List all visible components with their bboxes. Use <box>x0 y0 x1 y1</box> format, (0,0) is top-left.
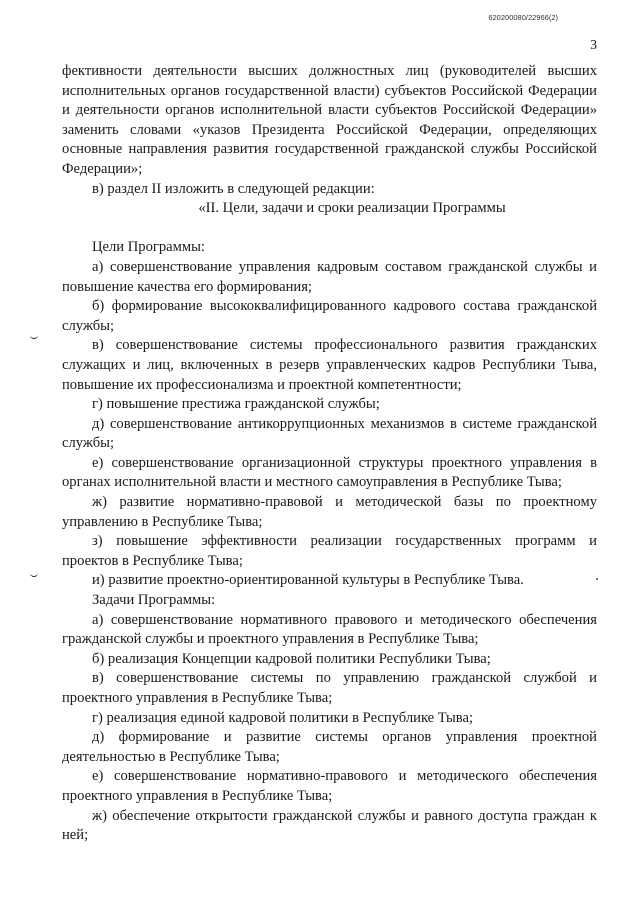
goal-item: г) повышение престижа гражданской службы; <box>92 396 380 413</box>
paragraph-amendment-item: в) раздел II изложить в следующей редакции: <box>92 180 375 197</box>
scan-dot <box>596 578 598 580</box>
blank-line <box>62 219 597 239</box>
goal-item: а) совершенствование управления кадровым составом гражданской службы и повышение качества его формирования; <box>62 258 597 295</box>
task-item: ж) обеспечение открытости гражданской службы и равного доступа граждан к ней; <box>62 807 597 844</box>
scan-mark <box>30 572 38 577</box>
goal-item: б) формирование высококвалифицированного кадрового состава гражданской службы; <box>62 298 597 334</box>
goal-item: е) совершенствование организационной структуры проектного управления в органах исполнительной власти и местного самоуправления в Республике Тыва; <box>62 454 597 491</box>
document-id: 620200080/22966(2) <box>488 13 558 22</box>
paragraph-continuation: фективности деятельности высших должностных лиц (руководителей высших исполнительных органов государственной власти) субъектов Российской Федерации и деятельности органов исполнительной власти субъектов Российской Федерации» заменить словами «указов Президента Российской Федерации, определяющих основные направления развития государственной гражданской службы Российской Федерации»; <box>62 63 597 177</box>
task-item: е) совершенствование нормативно-правового и методического обеспечения проектного управления в Республике Тыва; <box>62 768 597 804</box>
goal-item: в) совершенствование системы профессионального развития гражданских служащих и лиц, включенных в резерв управленческих кадров Республики Тыва, повышение их профессионализма и проектной компетентности; <box>62 337 597 393</box>
page-number: 3 <box>590 37 597 52</box>
task-item: а) совершенствование нормативного правового и методического обеспечения гражданской службы и проектного управления в Республике Тыва; <box>62 611 597 648</box>
task-item: д) формирование и развитие системы органов управления проектной деятельностью в Республике Тыва; <box>62 729 597 765</box>
goals-heading: Цели Программы: <box>92 239 205 256</box>
section-heading: «II. Цели, задачи и сроки реализации Программы <box>198 200 506 217</box>
tasks-heading: Задачи Программы: <box>92 592 216 609</box>
task-item: г) реализация единой кадровой политики в Республике Тыва; <box>92 709 474 726</box>
goal-item: д) совершенствование антикоррупционных механизмов в системе гражданской службы; <box>62 415 597 452</box>
goal-item: ж) развитие нормативно-правовой и методической базы по проектному управлению в Республике Тыва; <box>62 494 597 530</box>
task-item: в) совершенствование системы по управлению гражданской службой и проектного управления в Республике Тыва; <box>62 670 597 706</box>
goal-item: и) развитие проектно-ориентированной культуры в Республике Тыва. <box>92 572 524 589</box>
scan-mark <box>30 334 38 339</box>
task-item: б) реализация Концепции кадровой политики Республики Тыва; <box>92 650 491 667</box>
document-body <box>62 62 597 846</box>
goal-item: з) повышение эффективности реализации государственных программ и проектов в Республике Тыва; <box>62 533 597 569</box>
